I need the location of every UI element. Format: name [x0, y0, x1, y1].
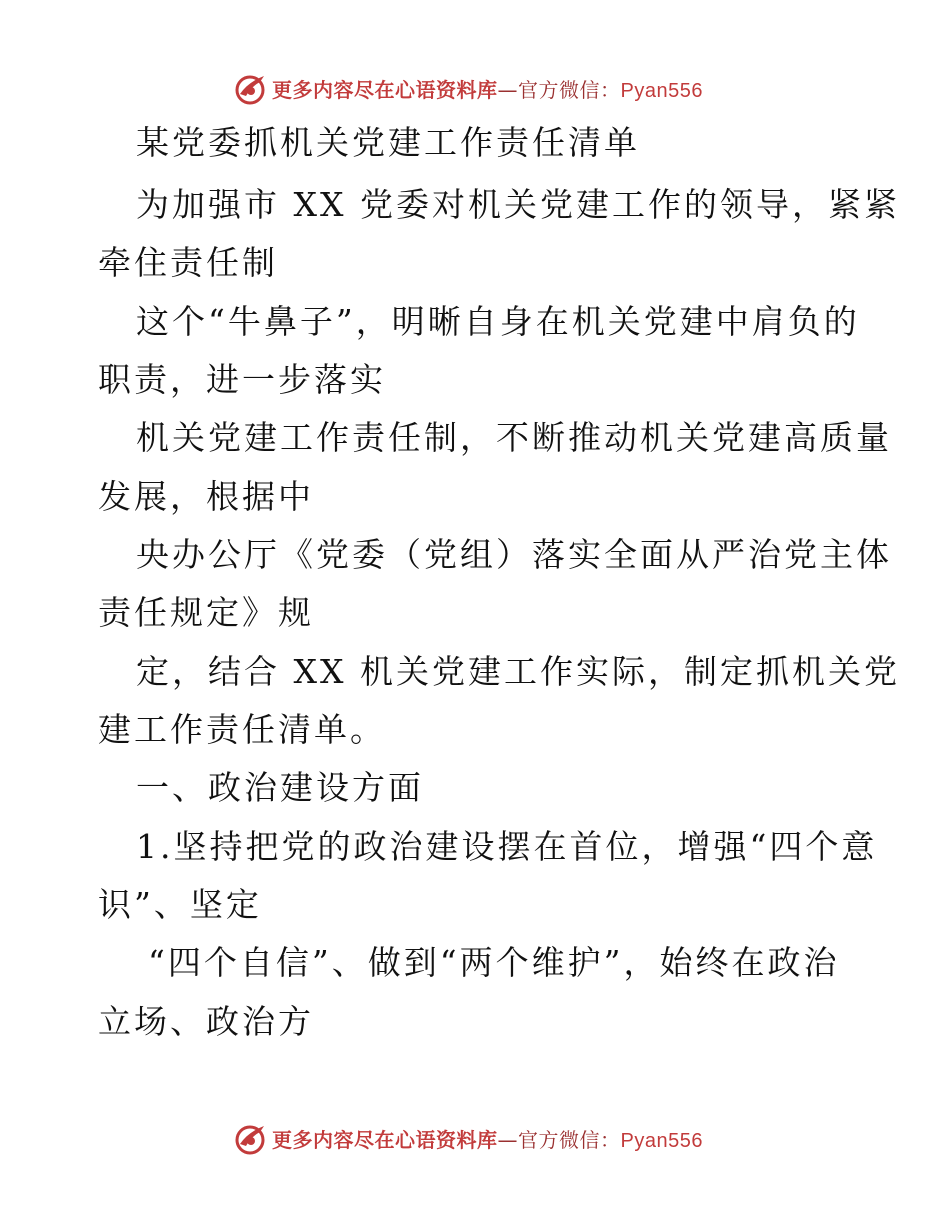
- banner-wechat-label: —官方微信：: [497, 78, 621, 102]
- banner-wechat-id: Pyan556: [620, 1130, 703, 1152]
- paragraph-line: 央办公厅《党委（党组）落实全面从严治党主体: [136, 535, 892, 574]
- banner-text: [272, 78, 703, 103]
- section-heading: 一、政治建设方面: [136, 768, 424, 807]
- paragraph-line: 定，结合 XX 机关党建工作实际，制定抓机关党: [136, 652, 900, 691]
- banner-wechat-id: Pyan556: [620, 80, 703, 102]
- paragraph-line: 牵住责任制: [98, 243, 278, 282]
- paragraph-line: 机关党建工作责任制，不断推动机关党建高质量: [136, 418, 892, 457]
- banner-main-text: 更多内容尽在心语资料库: [272, 1128, 498, 1152]
- paragraph-line: “四个自信”、做到“两个维护”，始终在政治: [148, 943, 840, 982]
- document-title: 某党委抓机关党建工作责任清单: [136, 123, 640, 162]
- paragraph-line: 职责，进一步落实: [98, 360, 386, 399]
- footer-watermark-banner: [0, 1120, 950, 1160]
- paragraph-line: 立场、政治方: [98, 1002, 314, 1041]
- brush-logo-icon: [234, 1122, 268, 1156]
- paragraph-line: 这个“牛鼻子”，明晰自身在机关党建中肩负的: [136, 302, 860, 341]
- banner-text: [272, 1128, 703, 1153]
- header-watermark-banner: [0, 70, 950, 110]
- paragraph-line: 责任规定》规: [98, 593, 314, 632]
- banner-main-text: 更多内容尽在心语资料库: [272, 78, 498, 102]
- paragraph-line: 建工作责任清单。: [98, 710, 386, 749]
- brush-logo-icon: [234, 72, 268, 106]
- paragraph-line: 为加强市 XX 党委对机关党建工作的领导，紧紧: [136, 185, 900, 224]
- paragraph-line: 发展，根据中: [98, 477, 314, 516]
- paragraph-line: 1.坚持把党的政治建设摆在首位，增强“四个意: [136, 827, 878, 866]
- paragraph-line: 识”、坚定: [98, 885, 262, 924]
- banner-wechat-label: —官方微信：: [497, 1128, 621, 1152]
